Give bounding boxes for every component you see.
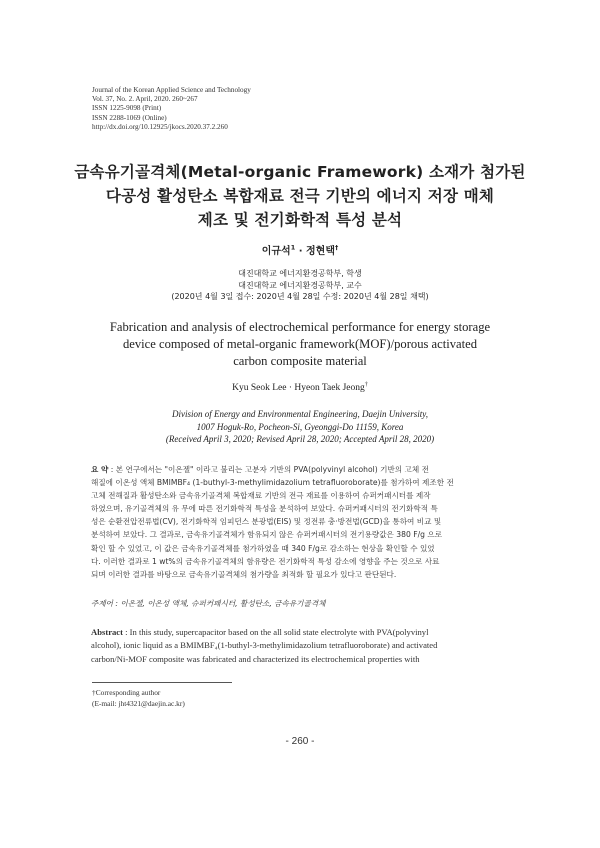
korean-author-2: 정현택 (306, 246, 335, 257)
abstract-line: 분석하여 보았다. 그 결과로, 금속유기골격체가 함유되지 않은 슈퍼커패시터의 전기용량값은 380 F/g 으로 (91, 530, 443, 540)
abstract-line: 확인 할 수 있었고, 이 값은 금속유기골격체를 첨가하였을 때 340 F/g로 감소하는 현상을 확인할 수 있었 (91, 543, 435, 553)
korean-title-line: 다공성 활성탄소 복합재료 전극 기반의 에너지 저장 매체 (105, 187, 495, 205)
received-dates-english: (Received April 3, 2020; Revised April 28, 2020; Accepted April 28, 2020) (165, 434, 435, 445)
journal-line: Vol. 37, No. 2. April, 2020. 260~267 (92, 95, 198, 104)
english-title-line: Fabrication and analysis of electrochemical performance for energy storage (109, 320, 491, 334)
affiliation-line: Division of Energy and Environmental Engineering, Daejin University, (171, 409, 429, 419)
abstract-line: 되며 이러한 결과를 바탕으로 금속유기골격체의 첨가량을 최적화 할 필요가 있다고 판단된다. (91, 569, 397, 579)
corresponding-author-note: †Corresponding author (92, 688, 161, 697)
journal-doi-link[interactable]: http://dx.doi.org/10.12925/jkocs.2020.37.2.260 (92, 122, 228, 131)
abstract-line: 성은 순환전압전류법(CV), 전기화학적 임피던스 분광법(EIS) 및 정전류 충·방전법(GCD)을 통하여 비교 및 (91, 517, 442, 527)
english-author-names: Kyu Seok Lee · Hyeon Taek Jeong (232, 383, 365, 393)
english-title-line: carbon composite material (233, 354, 367, 368)
footnote-divider (92, 682, 232, 683)
author-separator: · (295, 246, 307, 257)
corresponding-mark: † (364, 381, 368, 388)
abstract-line (91, 626, 509, 639)
affiliation-line: 1007 Hoguk-Ro, Pocheon-Si, Gyeonggi-Do 11159, Korea (196, 421, 404, 432)
affiliation-line: 대진대학교 에너지환경공학부, 교수 (238, 280, 362, 290)
abstract-text: : 본 연구에서는 "이온젤" 이라고 불리는 고분자 기반의 PVA(polyvinyl alcohol) 기반의 고체 전 (108, 465, 429, 474)
author-1-mark: 1 (290, 243, 296, 252)
english-affiliations (0, 408, 600, 446)
korean-authors (0, 242, 600, 257)
english-authors (0, 383, 600, 393)
korean-abstract (91, 463, 509, 581)
journal-line: ISSN 1225-9098 (Print) (92, 104, 162, 113)
footnote (92, 688, 185, 709)
english-abstract (91, 626, 509, 666)
abstract-line: 고체 전해질과 활성탄소와 금속유기골격체 복합재료 기반의 전극 재료를 이용하여 슈퍼커패시터를 제작 (91, 491, 431, 501)
korean-abstract-label: 요 약 (91, 465, 109, 474)
korean-title-line: 제조 및 전기화학적 특성 분석 (197, 211, 403, 229)
korean-title (60, 160, 540, 232)
english-title-line: device composed of metal-organic framework(MOF)/porous activated (122, 337, 478, 351)
corresponding-email: (E-mail: jht4321@daejin.ac.kr) (92, 698, 185, 708)
journal-line: Journal of the Korean Applied Science and Technology (92, 86, 251, 94)
affiliation-line: 대진대학교 에너지환경공학부, 학생 (238, 269, 362, 278)
korean-title-line: 금속유기골격체(Metal-organic Framework) 소재가 첨가된 (74, 163, 526, 181)
abstract-line: carbon/Ni-MOF composite was fabricated and characterized its electrochemical properties with (91, 653, 420, 664)
corresponding-mark: † (335, 243, 339, 252)
korean-author-1: 이규석 (261, 246, 291, 257)
received-dates-korean: (2020년 4월 3일 접수: 2020년 4월 28일 수정: 2020년 4월 28일 채택) (171, 292, 429, 301)
abstract-line: alcohol), ionic liquid as a BMIMBF₄(1-buthyl-3-methylimidazolium tetrafluoroborate) and activated (91, 640, 438, 651)
korean-keywords: 주제어 : 이온젤, 이온성 액체, 슈퍼커패시터, 활성탄소, 금속유기골격체 (91, 599, 326, 608)
journal-line: ISSN 2288-1069 (Online) (92, 113, 167, 122)
journal-info (92, 86, 251, 132)
english-abstract-label: Abstract (91, 627, 123, 637)
abstract-line: 해질에 이온성 액체 BMIMBF₄ (1-buthyl-3-methylimidazolium tetrafluoroborate)를 첨가하여 제조한 전 (91, 478, 454, 488)
english-title (60, 319, 540, 370)
page-number: - 260 - (285, 736, 315, 747)
abstract-line (91, 463, 509, 476)
abstract-line: 다. 이러한 결과로 1 wt%의 금속유기골격체의 함유량은 전기화학적 특성 감소에 영향을 주는 것으로 사료 (91, 556, 440, 566)
abstract-line: 하였으며, 유기골격체의 유 무에 따른 전기화학적 특성을 분석하여 보았다. 슈퍼커패시터의 전기화학적 특 (91, 504, 438, 514)
abstract-text: : In this study, supercapacitor based on the all solid state electrolyte with PVA(polyvinyl (122, 627, 429, 637)
korean-affiliations (0, 268, 600, 303)
